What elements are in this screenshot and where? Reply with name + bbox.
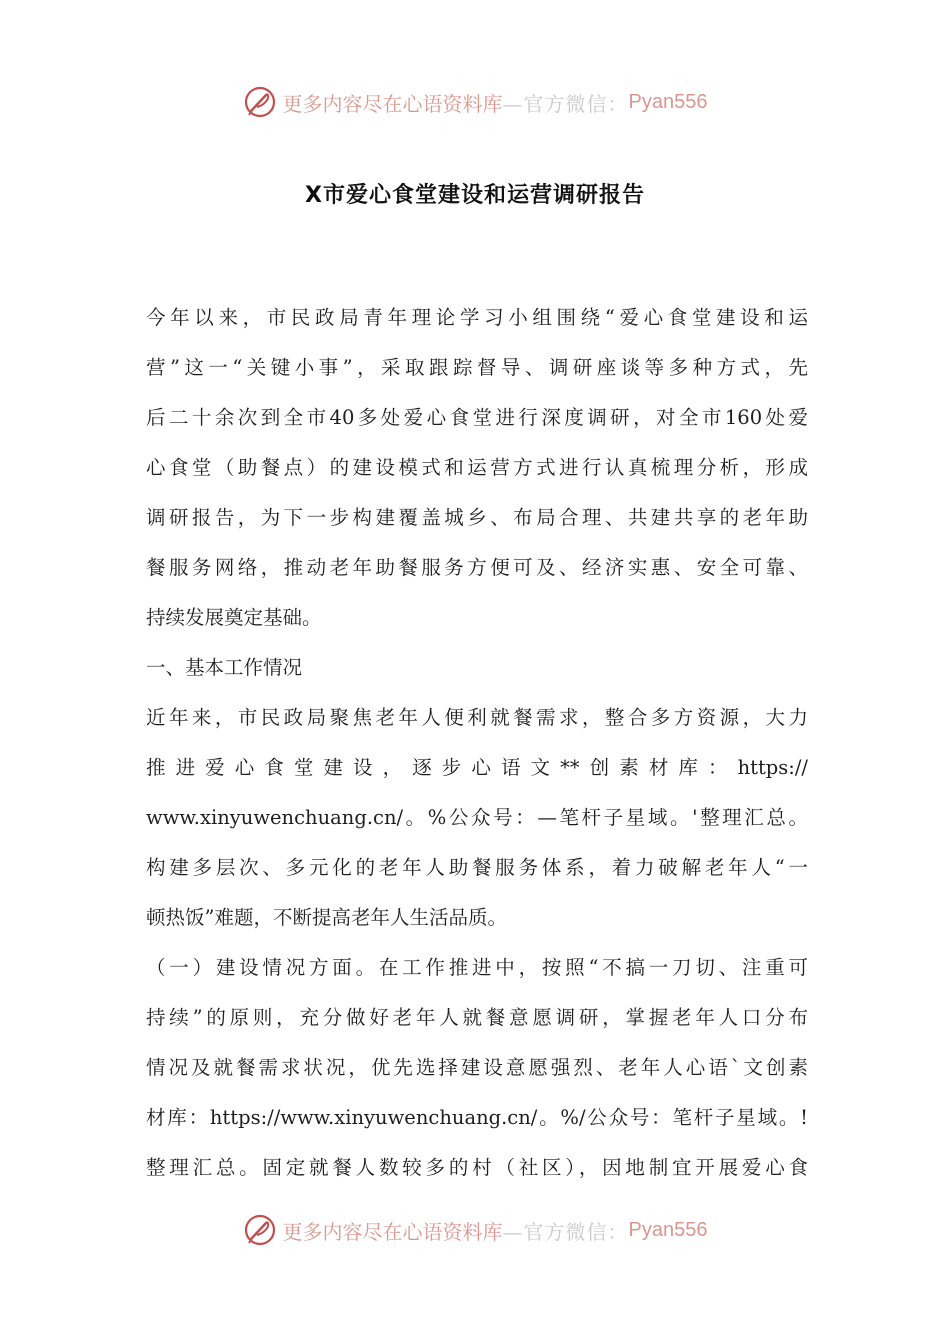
body-line: www.xinyuwenchuang.cn/。%公众号：—笔杆子星域。'整理汇总。	[146, 806, 808, 829]
header-watermark-banner	[0, 82, 950, 122]
watermark-wechat-id: Pyan556	[628, 1218, 708, 1241]
watermark-wechat-id: Pyan556	[628, 90, 708, 113]
document-body	[146, 293, 808, 1193]
body-line: （一）建设情况方面。在工作推进中，按照“不搞一刀切、注重可	[146, 956, 808, 979]
watermark-contact-label: —官方微信：	[502, 1219, 629, 1244]
watermark-contact-label: —官方微信：	[502, 91, 629, 116]
quill-logo-icon	[243, 1213, 277, 1247]
body-line: 营”这一“关键小事”，采取跟踪督导、调研座谈等多种方式，先	[146, 356, 808, 379]
quill-logo-icon	[243, 85, 277, 119]
body-line: 今年以来，市民政局青年理论学习小组围绕“爱心食堂建设和运	[146, 306, 808, 329]
body-line: 持续发展奠定基础。	[146, 606, 322, 629]
body-line: 餐服务网络，推动老年助餐服务方便可及、经济实惠、安全可靠、	[146, 556, 808, 579]
section-heading: 一、基本工作情况	[146, 656, 303, 679]
body-line: 推进爱心食堂建设，逐步心语文**创素材库：https://	[146, 756, 808, 779]
body-line: 整理汇总。固定就餐人数较多的村（社区），因地制宜开展爱心食	[146, 1156, 808, 1179]
watermark-text: 更多内容尽在心语资料库	[282, 1219, 503, 1244]
body-line: 构建多层次、多元化的老年人助餐服务体系，着力破解老年人“一	[146, 856, 808, 879]
body-line: 近年来，市民政局聚焦老年人便利就餐需求，整合多方资源，大力	[146, 706, 808, 729]
body-line: 材库：https://www.xinyuwenchuang.cn/。%/公众号：笔杆子星域。!	[146, 1106, 808, 1129]
body-line: 情况及就餐需求状况，优先选择建设意愿强烈、老年人心语`文创素	[146, 1056, 808, 1079]
body-line: 后二十余次到全市40多处爱心食堂进行深度调研，对全市160处爱	[146, 406, 808, 429]
footer-watermark-banner	[0, 1210, 950, 1250]
document-title: X市爱心食堂建设和运营调研报告	[305, 183, 645, 208]
body-line: 顿热饭”难题，不断提高老年人生活品质。	[146, 906, 507, 929]
body-line: 心食堂（助餐点）的建设模式和运营方式进行认真梳理分析，形成	[146, 456, 808, 479]
watermark-text: 更多内容尽在心语资料库	[282, 91, 503, 116]
body-line: 调研报告，为下一步构建覆盖城乡、布局合理、共建共享的老年助	[146, 506, 808, 529]
body-line: 持续”的原则，充分做好老年人就餐意愿调研，掌握老年人口分布	[146, 1006, 808, 1029]
